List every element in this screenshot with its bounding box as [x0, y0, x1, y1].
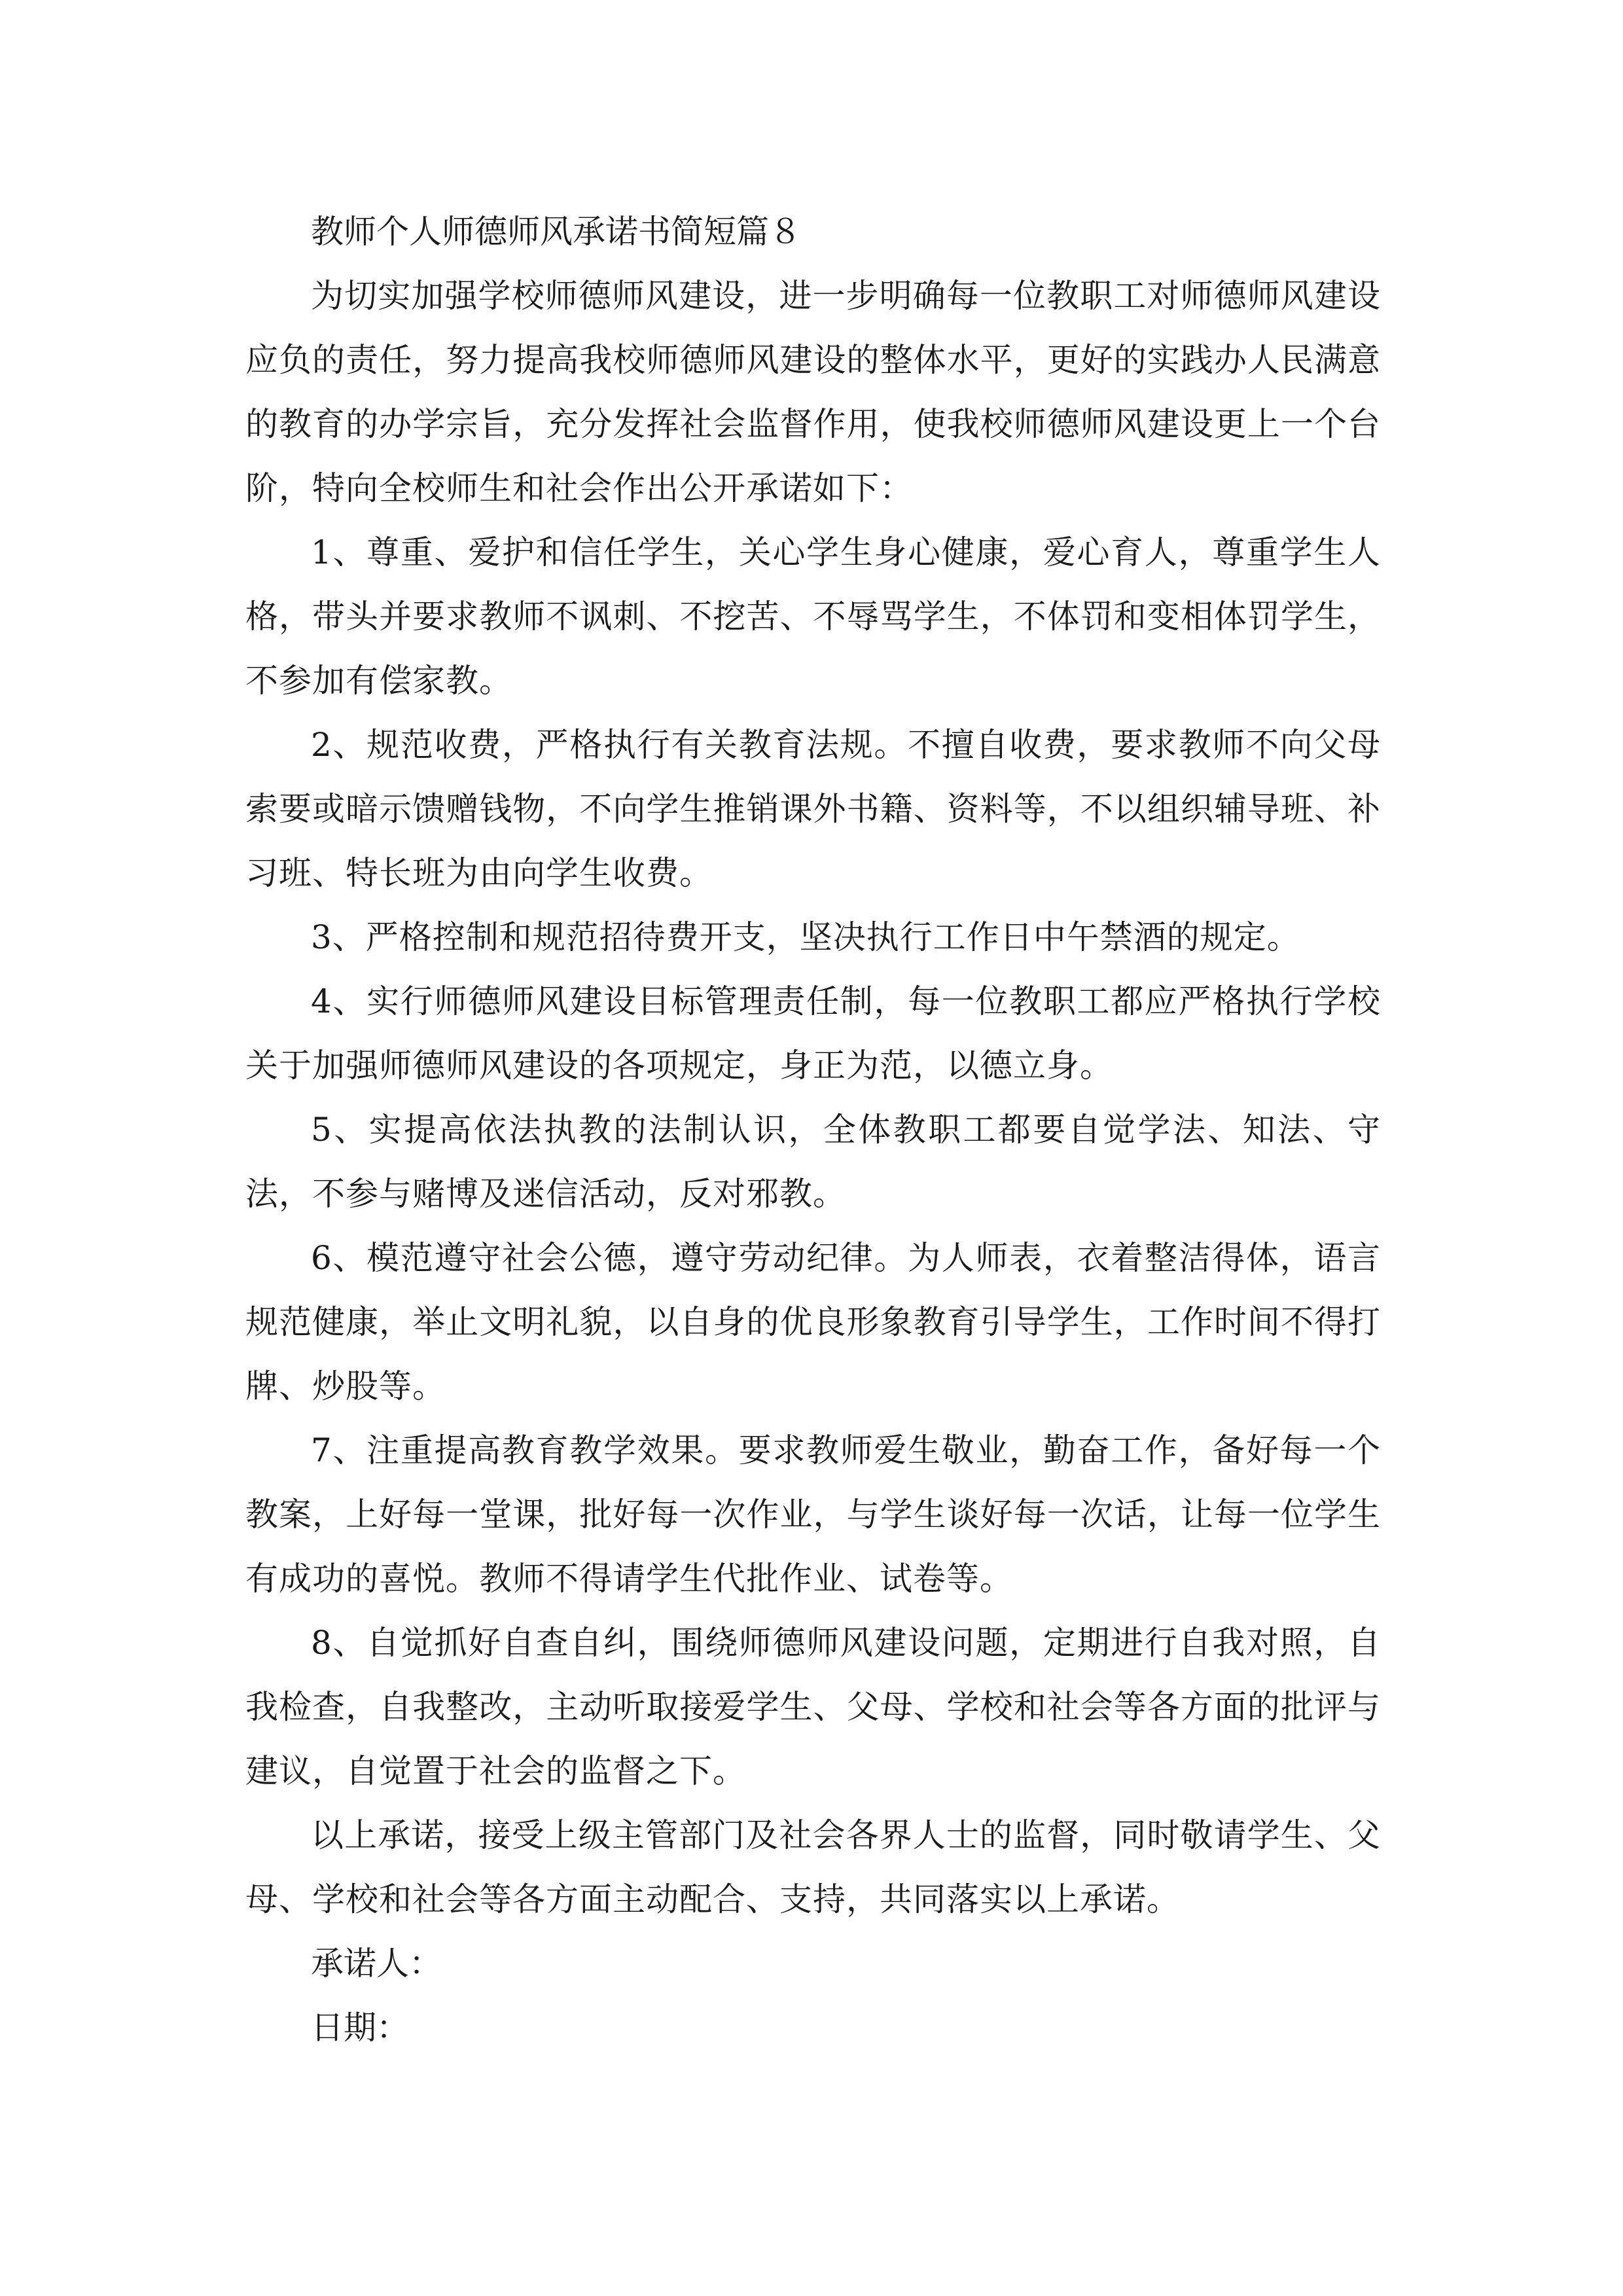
commitment-item-6: 6、模范遵守社会公德，遵守劳动纪律。为人师表，衣着整洁得体，语言规范健康，举止文明礼貌，以自身的优良形象教育引导学生，工作时间不得打牌、炒股等。: [245, 1239, 1381, 1405]
commitment-item-7: 7、注重提高教育教学效果。要求教师爱生敬业，勤奋工作，备好每一个教案，上好每一堂课，批好每一次作业，与学生谈好每一次话，让每一位学生有成功的喜悦。教师不得请学生代批作业、试卷等。: [245, 1431, 1381, 1598]
document-title: 教师个人师德师风承诺书简短篇８: [311, 213, 802, 251]
commitment-item-5: 5、实提高依法执教的法制认识，全体教职工都要自觉学法、知法、守法，不参与赌博及迷信活动，反对邪教。: [245, 1111, 1381, 1213]
intro-paragraph: 为切实加强学校师德师风建设，进一步明确每一位教职工对师德师风建设应负的责任，努力提高我校师德师风建设的整体水平，更好的实践办人民满意的教育的办学宗旨，充分发挥社会监督作用，使我校师德师风建设更上一个台阶，特向全校师生和社会作出公开承诺如下：: [245, 277, 1381, 507]
commitment-item-8: 8、自觉抓好自查自纠，围绕师德师风建设问题，定期进行自我对照，自我检查，自我整改，主动听取接爱学生、父母、学校和社会等各方面的批评与建议，自觉置于社会的监督之下。: [245, 1624, 1381, 1790]
commitment-item-3: 3、严格控制和规范招待费开支，坚决执行工作日中午禁酒的规定。: [311, 918, 1300, 956]
date-label: 日期：: [311, 2009, 409, 2047]
signer-label: 承诺人：: [311, 1945, 442, 1982]
commitment-item-4: 4、实行师德师风建设目标管理责任制，每一位教职工都应严格执行学校关于加强师德师风建设的各项规定，身正为范，以德立身。: [245, 982, 1381, 1085]
commitment-item-1: 1、尊重、爱护和信任学生，关心学生身心健康，爱心育人，尊重学生人格，带头并要求教师不讽刺、不挖苦、不辱骂学生，不体罚和变相体罚学生，不参加有偿家教。: [245, 533, 1381, 700]
document-body: [245, 200, 1381, 2060]
commitment-item-2: 2、规范收费，严格执行有关教育法规。不擅自收费，要求教师不向父母索要或暗示馈赠钱物，不向学生推销课外书籍、资料等，不以组织辅导班、补习班、特长班为由向学生收费。: [245, 726, 1381, 892]
closing-paragraph: 以上承诺，接受上级主管部门及社会各界人士的监督，同时敬请学生、父母、学校和社会等各方面主动配合、支持，共同落实以上承诺。: [245, 1816, 1381, 1918]
